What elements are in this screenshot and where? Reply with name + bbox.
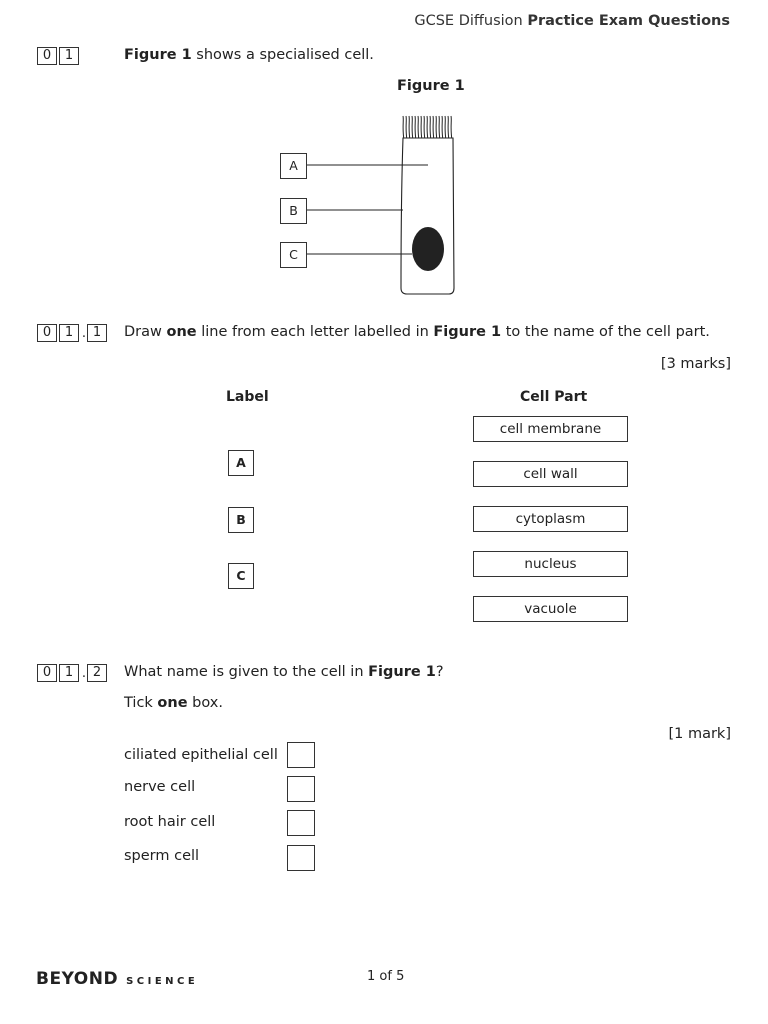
marks-01-2: [1 mark]: [668, 726, 731, 742]
match-label-c[interactable]: C: [228, 563, 254, 589]
figure-label-a: A: [280, 153, 307, 179]
question-number-01-1: 0 1 . 1: [37, 324, 109, 342]
text-part: ?: [435, 664, 444, 680]
text-part: line from each letter labelled in: [196, 324, 434, 340]
question-01-1-text: [124, 324, 710, 340]
figure-title: Figure 1: [397, 78, 465, 94]
text-part: What name is given to the cell in: [124, 664, 369, 680]
nucleus-shape: [412, 227, 444, 271]
question-01-text: [124, 47, 374, 63]
brand-name: BEYOND: [36, 969, 119, 989]
cell-part-option[interactable]: cell wall: [473, 461, 628, 487]
text-part: Tick: [124, 695, 158, 711]
figure-label-c: C: [280, 242, 307, 268]
brand-subtitle: SCIENCE: [126, 976, 199, 987]
option-label: root hair cell: [124, 814, 216, 830]
tick-box-sperm[interactable]: [287, 845, 315, 871]
question-digit: 1: [59, 324, 79, 342]
option-label: nerve cell: [124, 779, 196, 795]
question-01-rest: shows a specialised cell.: [191, 47, 374, 63]
text-part: to the name of the cell part.: [501, 324, 710, 340]
figure-ref: Figure 1: [124, 47, 192, 63]
page-number: 1 of 5: [367, 969, 405, 984]
match-label-b[interactable]: B: [228, 507, 254, 533]
question-digit: 0: [37, 664, 57, 682]
question-01-2-text: [124, 664, 444, 680]
question-number-01: [37, 47, 81, 65]
question-digit: 1: [59, 47, 79, 65]
header-subject: GCSE Diffusion: [414, 13, 523, 29]
page-header: [414, 13, 730, 29]
question-number-01-2: 0 1 . 2: [37, 664, 109, 682]
question-digit: 2: [87, 664, 107, 682]
emphasis: one: [157, 695, 188, 711]
question-digit: 0: [37, 47, 57, 65]
match-label-a[interactable]: A: [228, 450, 254, 476]
brand-logo: [36, 969, 198, 989]
tick-box-nerve[interactable]: [287, 776, 315, 802]
option-label: sperm cell: [124, 848, 200, 864]
header-title: Practice Exam Questions: [527, 13, 730, 29]
cell-part-option[interactable]: cell membrane: [473, 416, 628, 442]
figure-label-b: B: [280, 198, 307, 224]
text-part: box.: [187, 695, 223, 711]
column-header-label: Label: [226, 389, 269, 405]
option-label: ciliated epithelial cell: [124, 747, 278, 763]
figure-ref: Figure 1: [368, 664, 436, 680]
cell-part-option[interactable]: nucleus: [473, 551, 628, 577]
emphasis: one: [166, 324, 197, 340]
cell-part-option[interactable]: vacuole: [473, 596, 628, 622]
cell-part-option[interactable]: cytoplasm: [473, 506, 628, 532]
tick-box-root-hair[interactable]: [287, 810, 315, 836]
marks-01-1: [3 marks]: [660, 356, 731, 372]
tick-instruction: [124, 695, 223, 711]
figure-ref: Figure 1: [433, 324, 502, 340]
question-digit: 1: [59, 664, 79, 682]
tick-box-ciliated-epithelial[interactable]: [287, 742, 315, 768]
cilia: [403, 116, 452, 140]
column-header-cell-part: Cell Part: [520, 389, 588, 405]
text-part: Draw: [124, 324, 167, 340]
question-digit: 1: [87, 324, 107, 342]
question-digit: 0: [37, 324, 57, 342]
